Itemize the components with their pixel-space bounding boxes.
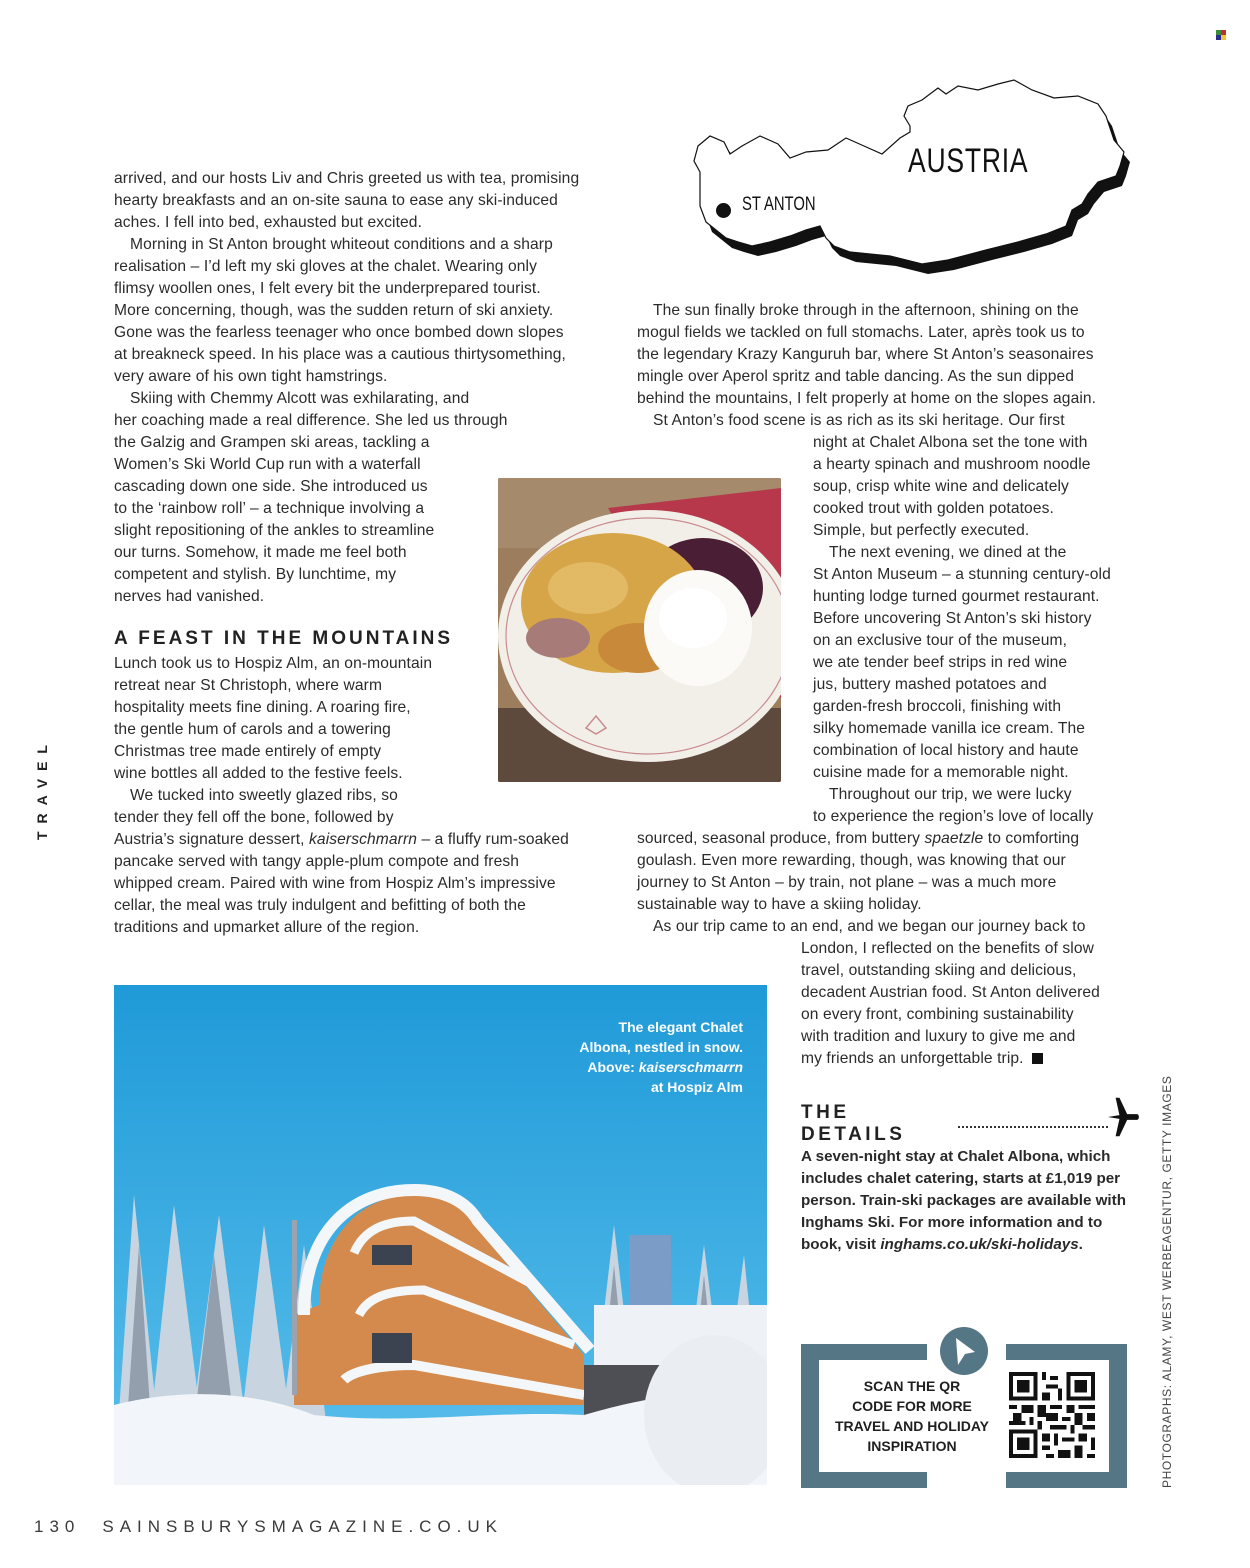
text-line: sourced, seasonal produce, from buttery spaetzle to comforting — [637, 830, 1080, 847]
text-line: The next evening, we dined at the — [829, 544, 1067, 561]
text-line: our turns. Somehow, it made me feel both — [114, 544, 407, 561]
text-line: we ate tender beef strips in red wine — [813, 654, 1068, 671]
text-line: on every front, combining sustainability — [801, 1006, 1074, 1023]
site-url[interactable]: SAINSBURYSMAGAZINE.CO.UK — [102, 1517, 504, 1536]
right-column-body-3 — [637, 828, 1137, 938]
text-line: competent and stylish. By lunchtime, my — [114, 566, 397, 583]
text-line: very aware of his own tight hamstrings. — [114, 368, 388, 385]
details-line: includes chalet catering, starts at £1,019 per — [801, 1170, 1121, 1187]
text-line: behind the mountains, I felt properly at home on the slopes again. — [637, 390, 1097, 407]
end-mark-icon — [1032, 1053, 1043, 1064]
text-line: her coaching made a real difference. She led us through — [114, 412, 508, 429]
text-line: my friends an unforgettable trip. — [801, 1048, 1141, 1070]
text-line: St Anton Museum – a stunning century-old — [813, 566, 1111, 583]
text-line: flimsy woollen ones, I felt every bit the underprepared tourist. — [114, 280, 541, 297]
details-link[interactable]: inghams.co.uk/ski-holidays — [880, 1236, 1079, 1253]
qr-text-line: INSPIRATION — [867, 1438, 957, 1454]
text-line: Lunch took us to Hospiz Alm, an on-mountain — [114, 655, 433, 672]
text-line: slight repositioning of the ankles to streamline — [114, 522, 435, 539]
right-column-body-4 — [801, 938, 1141, 1070]
caption-line: at Hospiz Alm — [650, 1079, 743, 1095]
text-line: aches. I fell into bed, exhausted but excited. — [114, 214, 423, 231]
right-column-body-2 — [813, 432, 1133, 828]
map-location-label: ST ANTON — [742, 194, 816, 215]
text-line: Skiing with Chemmy Alcott was exhilarating, and — [130, 390, 470, 407]
food-photo — [498, 478, 781, 782]
text-line: cellar, the meal was truly indulgent and befitting of both the — [114, 897, 526, 914]
caption-line: Albona, nestled in snow. — [579, 1039, 743, 1055]
text-line: Gone was the fearless teenager who once bombed down slopes — [114, 324, 564, 341]
qr-text-line: TRAVEL AND HOLIDAY — [834, 1418, 989, 1434]
details-line: book, visit inghams.co.uk/ski-holidays. — [801, 1236, 1083, 1253]
text-line: Before uncovering St Anton’s ski history — [813, 610, 1092, 627]
text-line: tender they fell off the bone, followed by — [114, 809, 394, 826]
text-line: night at Chalet Albona set the tone with — [813, 434, 1088, 451]
text-line: the legendary Krazy Kanguruh bar, where St Anton’s seasonaires — [637, 346, 1094, 363]
text-line: arrived, and our hosts Liv and Chris greeted us with tea, promising — [114, 170, 580, 187]
text-line: traditions and upmarket allure of the region. — [114, 919, 420, 936]
text-line: Christmas tree made entirely of empty — [114, 743, 382, 760]
text-line: realisation – I’d left my ski gloves at the chalet. Wearing only — [114, 258, 538, 275]
text-line: nerves had vanished. — [114, 588, 265, 605]
photo-caption — [579, 1017, 743, 1097]
text-line: silky homemade vanilla ice cream. The — [813, 720, 1086, 737]
text-line: hospitality meets fine dining. A roaring fire, — [114, 699, 411, 716]
qr-code[interactable] — [1009, 1372, 1095, 1458]
details-box — [801, 1102, 1141, 1256]
qr-text — [823, 1376, 1001, 1456]
details-line: Inghams Ski. For more information and to — [801, 1214, 1103, 1231]
caption-line: Above: kaiserschmarrn — [587, 1059, 743, 1075]
text-line: mogul fields we tackled on full stomachs. Later, après took us to — [637, 324, 1085, 341]
text-line: decadent Austrian food. St Anton delivered — [801, 984, 1100, 1001]
section-label: TRAVEL — [34, 737, 50, 840]
qr-text-line: CODE FOR MORE — [852, 1398, 972, 1414]
qr-promo — [801, 1322, 1127, 1488]
text-line: pancake served with tangy apple-plum compote and fresh — [114, 853, 520, 870]
austria-map — [686, 66, 1136, 276]
text-line: hunting lodge turned gourmet restaurant. — [813, 588, 1100, 605]
qr-code-icon — [1009, 1372, 1095, 1458]
text-line: St Anton’s food scene is as rich as its ski heritage. Our first — [653, 412, 1065, 429]
details-line: A seven-night stay at Chalet Albona, which — [801, 1148, 1111, 1165]
text-line: Women’s Ski World Cup run with a waterfall — [114, 456, 421, 473]
text-line: the Galzig and Grampen ski areas, tackling a — [114, 434, 430, 451]
text-line: soup, crisp white wine and delicately — [813, 478, 1069, 495]
text-line: Simple, but perfectly executed. — [813, 522, 1030, 539]
brand-mark-square — [1221, 35, 1226, 40]
text-line: Austria’s signature dessert, kaiserschmarrn – a fluffy rum-soaked — [114, 831, 569, 848]
text-line: whipped cream. Paired with wine from Hospiz Alm’s impressive — [114, 875, 556, 892]
text-line: travel, outstanding skiing and delicious, — [801, 962, 1077, 979]
text-line: wine bottles all added to the festive feels. — [114, 765, 403, 782]
chalet-photo — [114, 985, 767, 1485]
text-line: As our trip came to an end, and we began our journey back to — [653, 918, 1086, 935]
text-line: Morning in St Anton brought whiteout conditions and a sharp — [130, 236, 553, 253]
map-country-label: AUSTRIA — [908, 142, 1029, 180]
photo-credits: PHOTOGRAPHS: ALAMY, WEST WERBEAGENTUR, GETTY IMAGES — [1160, 1075, 1174, 1488]
text-line: cascading down one side. She introduced us — [114, 478, 428, 495]
details-heading: THE DETAILS — [801, 1102, 906, 1145]
text-line: Throughout our trip, we were lucky — [829, 786, 1072, 803]
text-line: goulash. Even more rewarding, though, was knowing that our — [637, 852, 1066, 869]
text-line: hearty breakfasts and an on-site sauna to ease any ski-induced — [114, 192, 558, 209]
text-line: combination of local history and haute — [813, 742, 1079, 759]
text-line: The sun finally broke through in the afternoon, shining on the — [653, 302, 1079, 319]
qr-text-line: SCAN THE QR — [863, 1378, 961, 1394]
text-line: at breakneck speed. In his place was a cautious thirtysomething, — [114, 346, 566, 363]
airplane-icon — [1106, 1095, 1141, 1139]
text-line: to the ‘rainbow roll’ – a technique involving a — [114, 500, 425, 517]
map-pin-dot-icon — [716, 203, 731, 218]
footer — [34, 1517, 503, 1537]
text-line: retreat near St Christoph, where warm — [114, 677, 383, 694]
subheading-feast: A FEAST IN THE MOUNTAINS — [114, 628, 454, 649]
text-line: the gentle hum of carols and a towering — [114, 721, 391, 738]
text-line: with tradition and luxury to give me and — [801, 1028, 1076, 1045]
text-line: We tucked into sweetly glazed ribs, so — [130, 787, 398, 804]
details-body — [801, 1146, 1141, 1256]
right-column-body — [637, 300, 1137, 432]
text-line: on an exclusive tour of the museum, — [813, 632, 1067, 649]
text-line: a hearty spinach and mushroom noodle — [813, 456, 1091, 473]
text-line: cooked trout with golden potatoes. — [813, 500, 1054, 517]
text-line: cuisine made for a memorable night. — [813, 764, 1069, 781]
text-line: mingle over Aperol spritz and table dancing. As the sun dipped — [637, 368, 1075, 385]
cursor-arrow-icon — [940, 1327, 988, 1375]
kaiserschmarrn-image — [498, 478, 781, 782]
caption-line: The elegant Chalet — [618, 1019, 743, 1035]
text-line: journey to St Anton – by train, not plane – was a much more — [637, 874, 1057, 891]
text-line: sustainable way to have a skiing holiday. — [637, 896, 922, 913]
text-line: garden-fresh broccoli, finishing with — [813, 698, 1062, 715]
text-line: London, I reflected on the benefits of slow — [801, 940, 1094, 957]
dotted-line — [958, 1126, 1108, 1128]
text-line: to experience the region’s love of locally — [813, 808, 1094, 825]
details-line: person. Train-ski packages are available with — [801, 1192, 1126, 1209]
text-line: jus, buttery mashed potatoes and — [813, 676, 1047, 693]
page-number: 130 — [34, 1517, 81, 1536]
text-line: More concerning, though, was the sudden return of ski anxiety. — [114, 302, 554, 319]
brand-mark-icon — [1216, 30, 1226, 40]
